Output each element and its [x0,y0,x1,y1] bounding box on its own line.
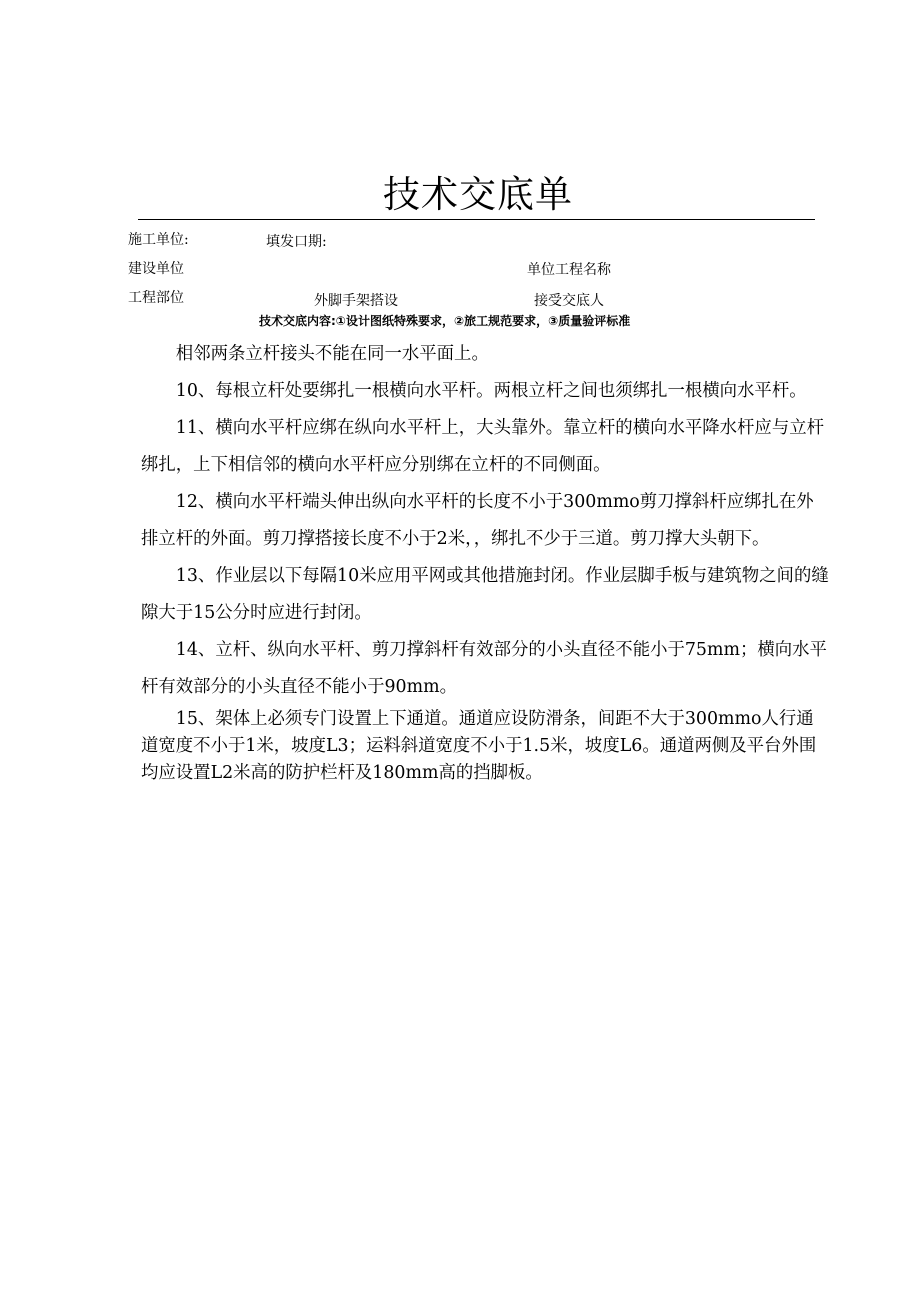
document-body [141,336,831,787]
paragraph-14: 14、立杆、纵向水平杆、剪刀撑斜杆有效部分的小头直径不能小于75mm；横向水平杆有效部分的小头直径不能小于90mm。 [141,640,827,697]
paragraph-10: 10、每根立杆处要绑扎一根横向水平杆。两根立杆之间也须绑扎一根横向水平杆。 [175,381,807,401]
receiver-label: 接受交底人 [534,293,604,309]
paragraph-11: 11、横向水平杆应绑在纵向水平杆上，大头靠外。靠立杆的横向水平降水杆应与立杆绑扎，上下相信邻的横向水平杆应分别绑在立杆的不同侧面。 [141,418,824,475]
content-requirements-line: 技术交底内容:①设计图纸特殊要求，②旅工规范要求，③质量验评标准 [259,314,631,328]
paragraph-12: 12、横向水平杆端头伸出纵向水平杆的长度不小于300mmo剪刀撑斜杆应绑扎在外排立杆的外面。剪刀撑搭接长度不小于2米，，绑扎不少于三道。剪刀撑大头朝下。 [141,492,814,549]
issue-date-label: 填发口期: [266,234,327,250]
paragraph-13: 13、作业层以下每隔10米应用平网或其他措施封闭。作业层脚手板与建筑物之间的缝隙大于15公分时应进行封闭。 [141,566,829,623]
project-part-value: 外脚手架搭设 [314,293,398,309]
title-underline [138,219,815,220]
paragraph-15: 15、架体上必须专门设置上下通道。通道应设防滑条，间距不大于300mmo人行通道宽度不小于1米，坡度L3；运料斜道宽度不小于1.5米，坡度L6。通道两侧及平台外围均应设置L2米高的防护栏杆及180mm高的挡脚板。 [141,709,817,783]
project-name-label: 单位工程名称 [527,262,611,278]
construction-unit-label: 施工单位: [128,232,189,248]
paragraph-continuation: 相邻两条立杆接头不能在同一水平面上。 [175,344,489,364]
build-unit-label: 建设单位 [128,261,184,277]
project-part-label: 工程部位 [128,290,184,306]
document-title: 技术交底单 [383,173,573,216]
